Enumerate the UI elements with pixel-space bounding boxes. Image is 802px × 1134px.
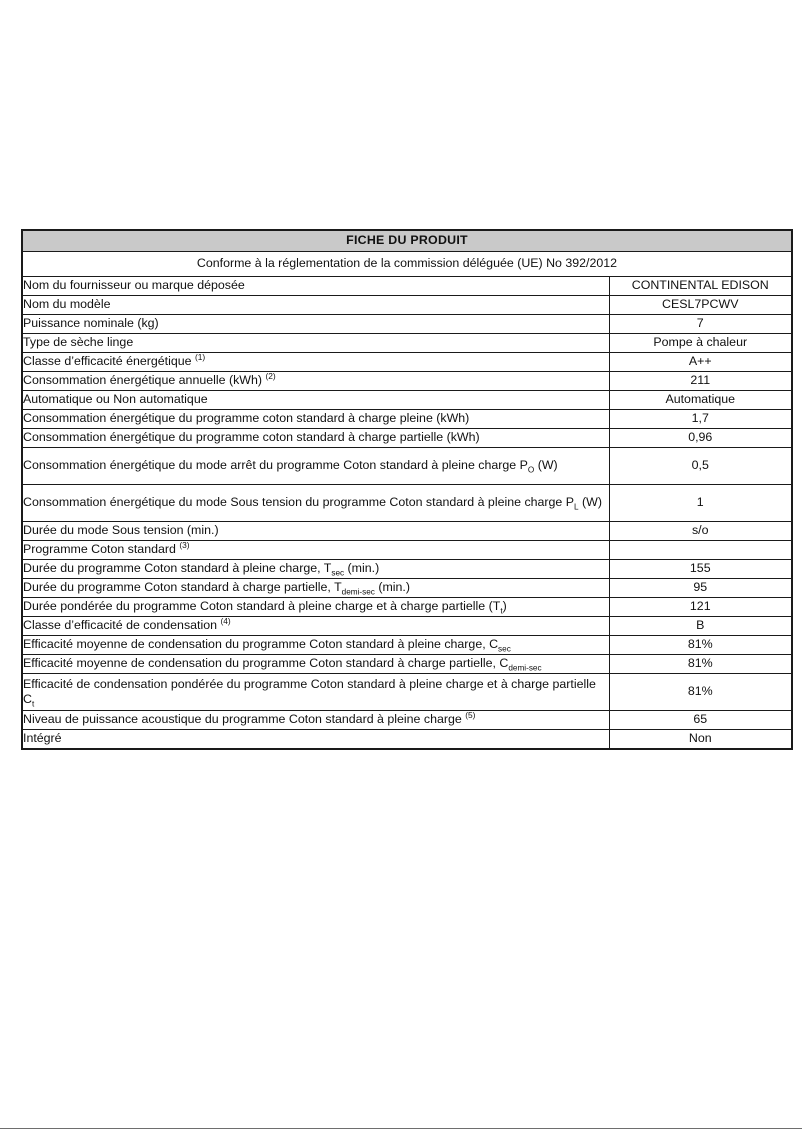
fiche-title: FICHE DU PRODUIT bbox=[22, 230, 792, 252]
row-value: Non bbox=[609, 730, 792, 750]
table-row bbox=[22, 560, 792, 579]
table-row bbox=[22, 541, 792, 560]
row-label: Automatique ou Non automatique bbox=[22, 391, 609, 410]
label-footnote-marker: (3) bbox=[179, 540, 190, 551]
row-value: 81% bbox=[609, 655, 792, 674]
row-label: Durée du programme Coton standard à pleine charge, $T_{sec}$ (min.) bbox=[22, 560, 609, 579]
row-label: Nom du fournisseur ou marque déposée bbox=[22, 277, 609, 296]
row-value: 1,7 bbox=[609, 410, 792, 429]
row-label: Nom du modèle bbox=[22, 296, 609, 315]
row-label: Type de sèche linge bbox=[22, 334, 609, 353]
row-label: Durée pondérée du programme Coton standard à pleine charge et à charge partielle $(T_t)$ bbox=[22, 598, 609, 617]
row-label: Consommation énergétique annuelle (kWh) $^{(2)}$ bbox=[22, 372, 609, 391]
row-label: Efficacité moyenne de condensation du programme Coton standard à charge partielle, $C_{demi-sec}$ bbox=[22, 655, 609, 674]
label-footnote-marker: (1) bbox=[194, 352, 206, 363]
table-row bbox=[22, 410, 792, 429]
row-value: CONTINENTAL EDISON bbox=[609, 277, 792, 296]
table-row bbox=[22, 315, 792, 334]
table-row bbox=[22, 522, 792, 541]
row-label: Consommation énergétique du programme coton standard à charge partielle (kWh) bbox=[22, 429, 609, 448]
table-row bbox=[22, 448, 792, 485]
row-value bbox=[609, 541, 792, 560]
fiche-title-row bbox=[22, 230, 792, 252]
table-row bbox=[22, 598, 792, 617]
label-subscript: t bbox=[31, 699, 35, 709]
label-subscript: demi-sec bbox=[341, 587, 375, 597]
label-subscript: t bbox=[500, 606, 503, 616]
row-label: Consommation énergétique du mode arrêt du programme Coton standard à pleine charge $P_O$ (W) bbox=[22, 448, 609, 485]
row-label: Niveau de puissance acoustique du programme Coton standard à pleine charge $^{(5)}$ bbox=[22, 711, 609, 730]
label-subscript: sec bbox=[498, 644, 511, 654]
row-label: Programme Coton standard $^{(3)}$ bbox=[22, 541, 609, 560]
row-value: 7 bbox=[609, 315, 792, 334]
product-information-sheet bbox=[21, 229, 791, 750]
row-label: Durée du mode Sous tension (min.) bbox=[22, 522, 609, 541]
row-value: 95 bbox=[609, 579, 792, 598]
label-subscript: O bbox=[527, 465, 535, 475]
label-footnote-marker: (5) bbox=[465, 710, 476, 721]
product-fiche-table bbox=[21, 229, 793, 750]
table-row bbox=[22, 730, 792, 750]
regulation-reference: Conforme à la réglementation de la commission déléguée (UE) No 392/2012 bbox=[22, 252, 792, 277]
table-row bbox=[22, 655, 792, 674]
row-value: 211 bbox=[609, 372, 792, 391]
table-row bbox=[22, 617, 792, 636]
table-row bbox=[22, 674, 792, 711]
table-row bbox=[22, 391, 792, 410]
row-label: Intégré bbox=[22, 730, 609, 750]
label-subscript: L bbox=[574, 502, 579, 512]
row-value: Pompe à chaleur bbox=[609, 334, 792, 353]
page-bottom-rule bbox=[0, 1128, 802, 1129]
row-value: 65 bbox=[609, 711, 792, 730]
row-label: Puissance nominale (kg) bbox=[22, 315, 609, 334]
label-footnote-marker: (4) bbox=[220, 616, 231, 627]
table-row bbox=[22, 372, 792, 391]
row-value: 155 bbox=[609, 560, 792, 579]
table-row bbox=[22, 579, 792, 598]
table-row bbox=[22, 429, 792, 448]
fiche-table-body bbox=[22, 230, 792, 749]
label-subscript: sec bbox=[331, 568, 345, 578]
table-row bbox=[22, 277, 792, 296]
label-subscript: demi-sec bbox=[508, 663, 542, 673]
row-value: 0,96 bbox=[609, 429, 792, 448]
row-value: A++ bbox=[609, 353, 792, 372]
row-label: Classe d’efficacité énergétique $^{(1)}$ bbox=[22, 353, 609, 372]
row-label: Durée du programme Coton standard à charge partielle, $T_{demi-sec}$ (min.) bbox=[22, 579, 609, 598]
row-label: Efficacité de condensation pondérée du programme Coton standard à pleine charge et à charge partielle $C_t$ bbox=[22, 674, 609, 711]
table-row bbox=[22, 334, 792, 353]
row-value: Automatique bbox=[609, 391, 792, 410]
table-row bbox=[22, 353, 792, 372]
row-value: 0,5 bbox=[609, 448, 792, 485]
row-value: B bbox=[609, 617, 792, 636]
row-label: Efficacité moyenne de condensation du programme Coton standard à pleine charge, $C_{sec}$ bbox=[22, 636, 609, 655]
row-value: CESL7PCWV bbox=[609, 296, 792, 315]
fiche-subtitle-row bbox=[22, 252, 792, 277]
table-row bbox=[22, 711, 792, 730]
row-value: s/o bbox=[609, 522, 792, 541]
row-value: 81% bbox=[609, 636, 792, 655]
table-row bbox=[22, 485, 792, 522]
row-label: Classe d’efficacité de condensation $^{(4)}$ bbox=[22, 617, 609, 636]
row-label: Consommation énergétique du programme coton standard à charge pleine (kWh) bbox=[22, 410, 609, 429]
row-value: 1 bbox=[609, 485, 792, 522]
table-row bbox=[22, 636, 792, 655]
label-footnote-marker: (2) bbox=[265, 371, 276, 382]
row-value: 121 bbox=[609, 598, 792, 617]
row-label: Consommation énergétique du mode Sous tension du programme Coton standard à pleine charge $P_L$ (W) bbox=[22, 485, 609, 522]
row-value: 81% bbox=[609, 674, 792, 711]
table-row bbox=[22, 296, 792, 315]
